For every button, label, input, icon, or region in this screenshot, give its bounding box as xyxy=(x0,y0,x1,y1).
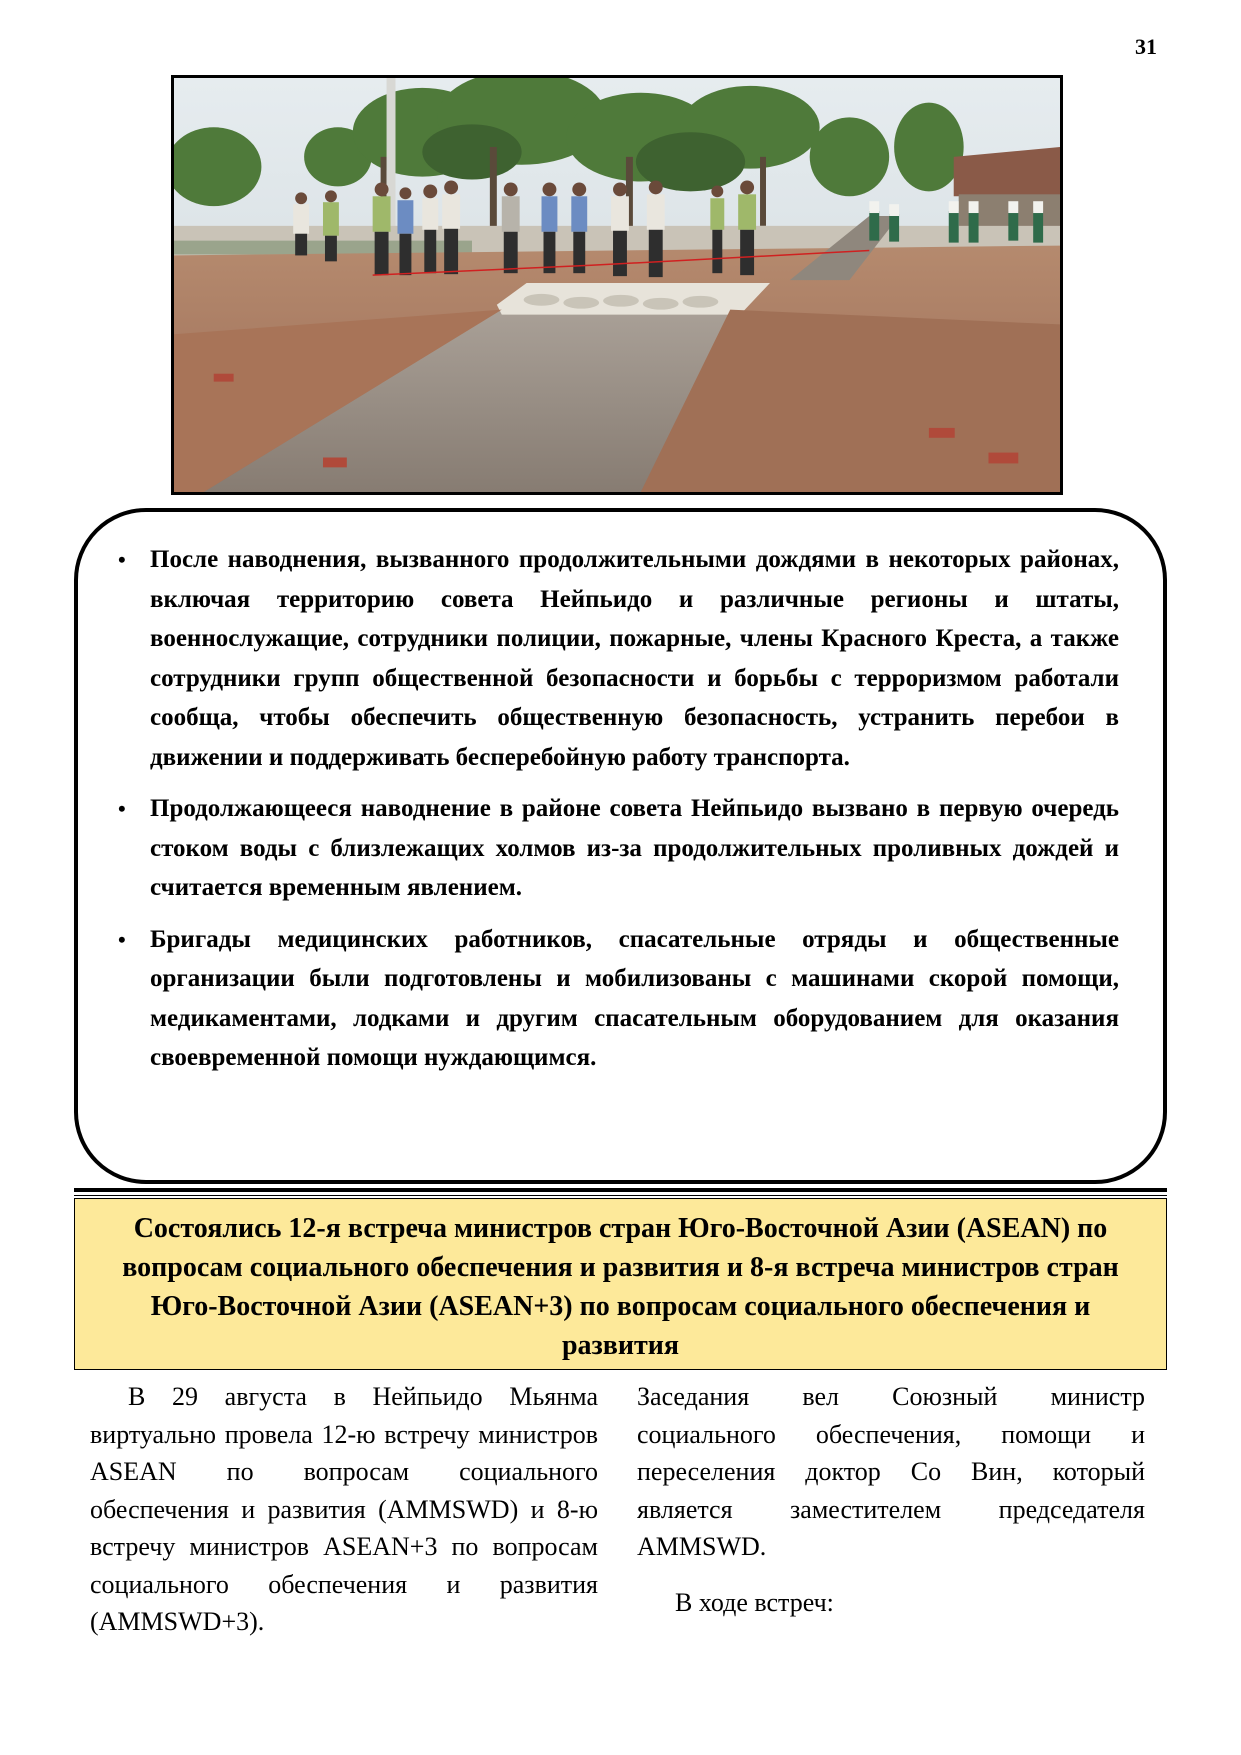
summary-bullet-box xyxy=(74,508,1167,1184)
article-paragraph: В 29 августа в Нейпьидо Мьянма виртуально провела 12-ю встречу министров ASEAN по вопросам социального обеспечения и развития (AMMSWD) и 8-ю встречу министров ASEAN+3 по вопросам социального обеспечения и развития (AMMSWD+3). xyxy=(90,1382,598,1636)
flood-site-photo xyxy=(171,75,1063,495)
bullet-item xyxy=(118,920,1119,1078)
bullet-text: Продолжающееся наводнение в районе совета Нейпьидо вызвано в первую очередь стоком воды с близлежащих холмов из-за продолжительных проливных дождей и считается временным явлением. xyxy=(150,795,1119,901)
bullet-dot-icon: • xyxy=(118,547,126,572)
bullet-dot-icon: • xyxy=(118,926,126,952)
section-divider-thin xyxy=(74,1195,1167,1196)
article-column-left xyxy=(90,1378,598,1641)
bullet-text: Бригады медицинских работников, спасательные отряды и общественные организации были подготовлены и мобилизованы с машинами скорой помощи, медикаментами, лодками и другим спасательным оборудованием для оказания своевременной помощи нуждающимся. xyxy=(150,925,1119,1071)
bullet-item xyxy=(118,789,1119,908)
section-divider xyxy=(74,1188,1167,1192)
article-paragraph: Заседания вел Союзный министр социального обеспечения, помощи и переселения доктор Со Вин, который является заместителем председателя AMMSWD. xyxy=(637,1382,1145,1561)
bullet-dot-icon: • xyxy=(118,796,126,821)
article-column-right xyxy=(637,1378,1145,1621)
article-paragraph: В ходе встреч: xyxy=(675,1587,834,1617)
bullet-text: После наводнения, вызванного продолжительными дождями в некоторых районах, включая территорию совета Нейпьидо и различные регионы и штаты, военнослужащие, сотрудники полиции, пожарные, члены Красного Креста, а также сотрудники групп общественной безопасности и борьбы с терроризмом работали сообща, чтобы обеспечить общественную безопасность, устранить перебои в движении и поддерживать бесперебойную работу транспорта. xyxy=(150,546,1119,771)
bullet-item xyxy=(118,540,1119,777)
page-number: 31 xyxy=(1135,34,1157,59)
bullet-list xyxy=(118,540,1119,1078)
article-headline: Состоялись 12-я встреча министров стран Юго-Восточной Азии (ASEAN) по вопросам социального обеспечения и развития и 8-я встреча министров стран Юго-Восточной Азии (ASEAN+3) по вопросам социального обеспечения и развития xyxy=(74,1198,1167,1370)
photo-illustration xyxy=(174,78,1060,492)
